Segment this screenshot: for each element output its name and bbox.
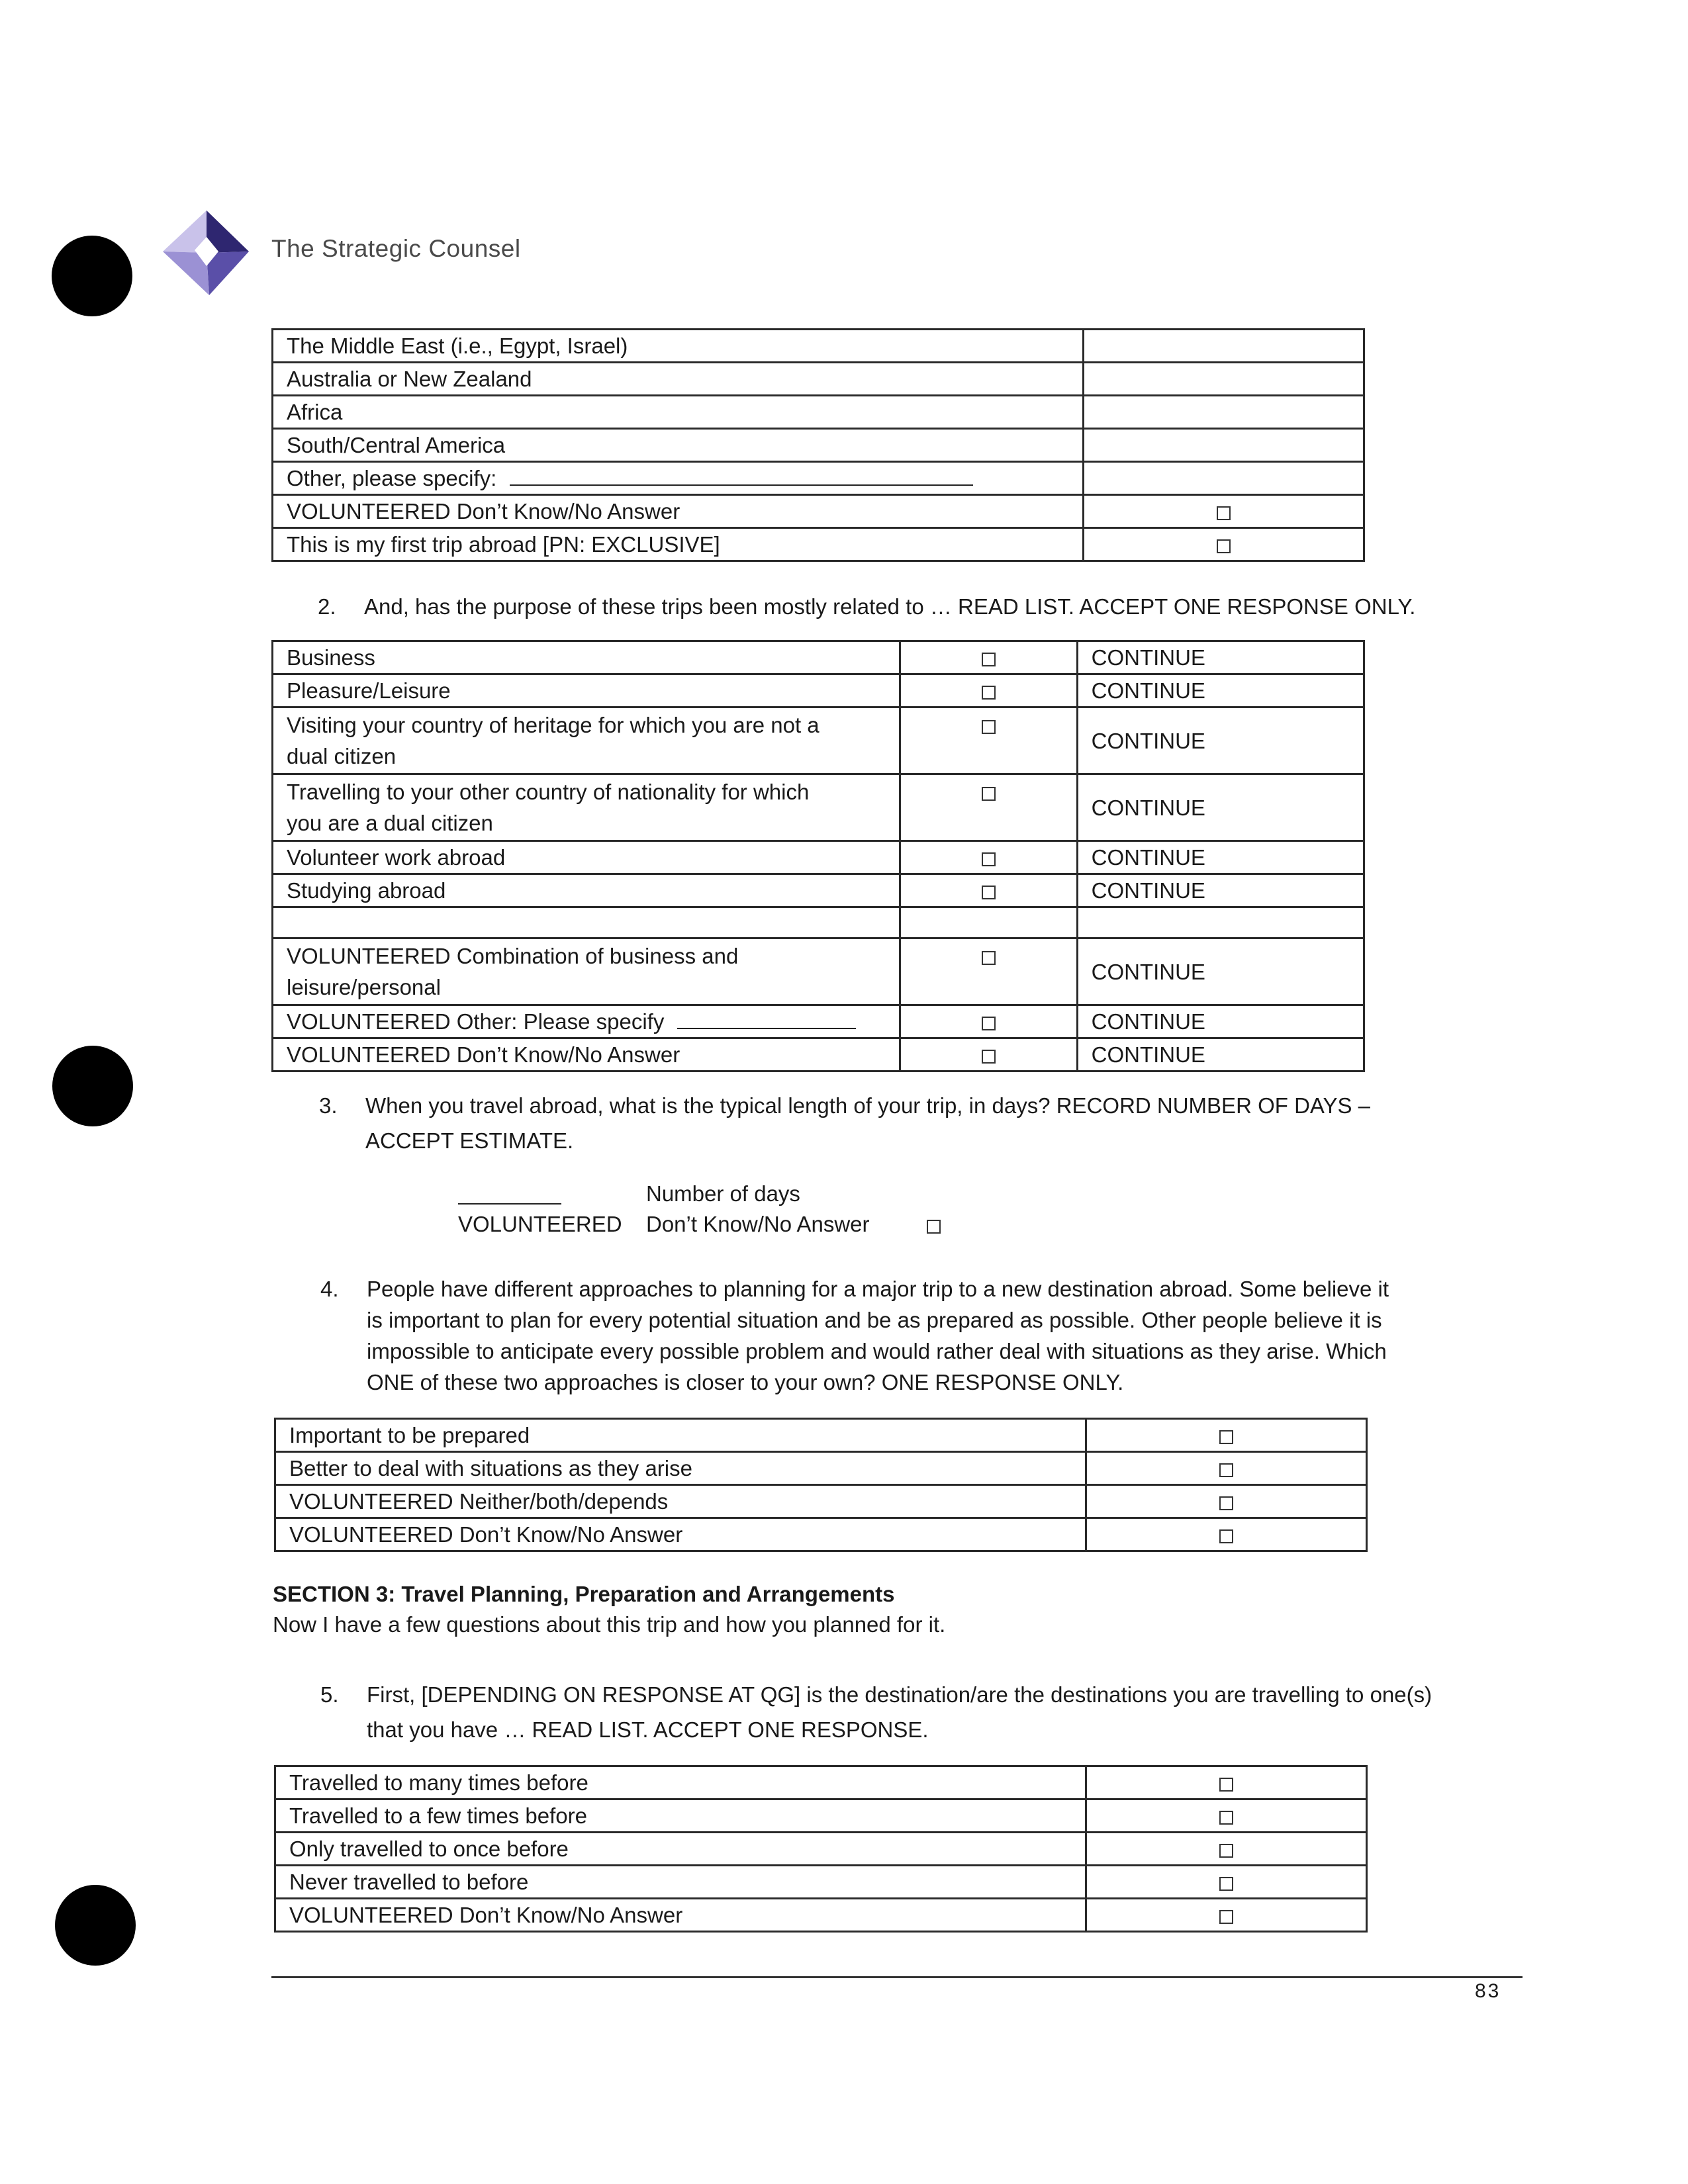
row-label-line: dual citizen	[287, 744, 397, 768]
strategic-counsel-logo	[163, 210, 249, 296]
regions-table	[271, 328, 1365, 562]
table-row	[275, 1485, 1367, 1518]
checkbox-cell	[900, 674, 1077, 707]
checkbox[interactable]	[1219, 1811, 1233, 1825]
section-intro: Now I have a few questions about this trip and how you planned for it.	[273, 1612, 946, 1637]
checkbox[interactable]	[982, 951, 996, 965]
checkbox-cell	[900, 707, 1077, 774]
row-action: CONTINUE	[1077, 774, 1364, 841]
checkbox[interactable]	[982, 686, 996, 700]
volunteered-label: VOLUNTEERED	[458, 1212, 622, 1236]
row-label: Never travelled to before	[275, 1866, 1086, 1899]
row-empty-cell	[1084, 429, 1364, 462]
familiarity-table	[274, 1765, 1368, 1933]
table-row	[273, 841, 1364, 874]
checkbox-cell	[1084, 528, 1364, 561]
checkbox-cell	[1086, 1419, 1366, 1452]
checkbox-cell	[1086, 1518, 1366, 1551]
row-label: Travelled to a few times before	[275, 1799, 1086, 1833]
table-row	[273, 528, 1364, 561]
row-label: Only travelled to once before	[275, 1833, 1086, 1866]
question-text-line: ONE of these two approaches is closer to your own? ONE RESPONSE ONLY.	[367, 1370, 1124, 1394]
table-row	[273, 774, 1364, 841]
checkbox-cell	[1086, 1766, 1366, 1799]
row-empty-cell	[1084, 396, 1364, 429]
row-label-line: Visiting your country of heritage for which you are not a	[287, 713, 820, 737]
question-number: 3.	[319, 1093, 338, 1118]
checkbox[interactable]	[982, 886, 996, 899]
table-row	[275, 1766, 1367, 1799]
checkbox[interactable]	[1217, 539, 1231, 553]
row-label: Africa	[273, 396, 1084, 429]
checkbox-cell	[1084, 495, 1364, 528]
row-action: CONTINUE	[1077, 841, 1364, 874]
checkbox-cell	[1086, 1866, 1366, 1899]
checkbox[interactable]	[982, 653, 996, 666]
question-number: 5.	[320, 1682, 339, 1707]
row-label-line: Travelling to your other country of nationality for which	[287, 780, 810, 804]
question-4	[320, 1273, 1525, 1406]
checkbox[interactable]	[982, 852, 996, 866]
row-action: CONTINUE	[1077, 1005, 1364, 1038]
checkbox-cell	[900, 1005, 1077, 1038]
row-label: This is my first trip abroad [PN: EXCLUSIVE]	[273, 528, 1084, 561]
question-5	[320, 1679, 1525, 1745]
row-label: Travelled to many times before	[275, 1766, 1086, 1799]
checkbox[interactable]	[1219, 1844, 1233, 1858]
table-row	[273, 429, 1364, 462]
table-row	[275, 1833, 1367, 1866]
checkbox-cell	[1086, 1799, 1366, 1833]
checkbox-cell	[900, 938, 1077, 1005]
table-row	[273, 707, 1364, 774]
row-label: South/Central America	[273, 429, 1084, 462]
question-text-line: When you travel abroad, what is the typical length of your trip, in days? RECORD NUMBER OF DAYS –	[365, 1093, 1370, 1118]
row-label: VOLUNTEERED Don’t Know/No Answer	[273, 1038, 900, 1071]
row-label: VOLUNTEERED Other: Please specify	[287, 1009, 665, 1034]
row-label-two-line	[273, 774, 900, 841]
row-action: CONTINUE	[1077, 707, 1364, 774]
checkbox[interactable]	[1219, 1430, 1233, 1444]
checkbox-cell	[1086, 1833, 1366, 1866]
checkbox[interactable]	[982, 1017, 996, 1030]
table-row	[273, 330, 1364, 363]
checkbox-cell	[900, 1038, 1077, 1071]
question-text	[367, 1679, 1432, 1745]
checkbox[interactable]	[1219, 1496, 1233, 1510]
row-label: VOLUNTEERED Don’t Know/No Answer	[275, 1899, 1086, 1932]
checkbox[interactable]	[1219, 1877, 1233, 1891]
row-label: Better to deal with situations as they arise	[275, 1452, 1086, 1485]
question-text: And, has the purpose of these trips been mostly related to … READ LIST. ACCEPT ONE RESPONSE ONLY.	[364, 594, 1416, 619]
question-text-line: impossible to anticipate every possible problem and would rather deal with situations as they arise. Which	[367, 1339, 1387, 1363]
row-label: Studying abroad	[273, 874, 900, 907]
approach-table	[274, 1418, 1368, 1552]
checkbox-cell	[1086, 1899, 1366, 1932]
row-label: Business	[273, 641, 900, 674]
row-label-two-line	[273, 938, 900, 1005]
row-label-line: VOLUNTEERED Combination of business and	[287, 944, 739, 968]
table-row	[273, 674, 1364, 707]
table-row-empty	[273, 907, 1364, 938]
question-text-line: First, [DEPENDING ON RESPONSE AT QG] is the destination/are the destinations you are travelling to one(s)	[367, 1682, 1432, 1707]
punch-hole-middle	[52, 1046, 133, 1126]
row-action: CONTINUE	[1077, 938, 1364, 1005]
question-text-line: ACCEPT ESTIMATE.	[365, 1128, 574, 1153]
table-row	[275, 1419, 1367, 1452]
checkbox-cell	[1086, 1485, 1366, 1518]
question-number: 2.	[318, 594, 336, 619]
checkbox[interactable]	[1219, 1529, 1233, 1543]
row-label-with-blank	[273, 462, 1084, 495]
checkbox[interactable]	[1219, 1463, 1233, 1477]
section-title: SECTION 3: Travel Planning, Preparation and Arrangements	[273, 1582, 895, 1606]
specify-blank-line[interactable]	[510, 466, 973, 486]
table-row	[275, 1866, 1367, 1899]
row-action: CONTINUE	[1077, 674, 1364, 707]
question-text-line: is important to plan for every potential situation and be as prepared as possible. Other people believe it is	[367, 1308, 1382, 1332]
table-row	[273, 462, 1364, 495]
checkbox-cell	[900, 841, 1077, 874]
table-row	[273, 874, 1364, 907]
table-row	[273, 363, 1364, 396]
checkbox-cell	[900, 874, 1077, 907]
question-text	[367, 1273, 1389, 1398]
page-number: 83	[1475, 1980, 1501, 2002]
table-row	[273, 1005, 1364, 1038]
row-empty-cell	[1084, 363, 1364, 396]
row-label: Australia or New Zealand	[273, 363, 1084, 396]
row-empty-cell	[1077, 907, 1364, 938]
punch-hole-bottom	[55, 1885, 136, 1966]
days-answer-line[interactable]	[458, 1185, 561, 1205]
row-empty-cell	[1084, 462, 1364, 495]
table-row	[275, 1518, 1367, 1551]
row-label: Other, please specify:	[287, 466, 497, 490]
question-2	[318, 591, 1509, 624]
row-empty-cell	[1084, 330, 1364, 363]
row-label: VOLUNTEERED Don’t Know/No Answer	[275, 1518, 1086, 1551]
question-text-line: that you have … READ LIST. ACCEPT ONE RESPONSE.	[367, 1717, 929, 1742]
footer-rule	[271, 1976, 1523, 1978]
row-empty-cell	[273, 907, 900, 938]
row-label: Important to be prepared	[275, 1419, 1086, 1452]
row-label: VOLUNTEERED Don’t Know/No Answer	[273, 495, 1084, 528]
table-row	[273, 641, 1364, 674]
table-row	[275, 1799, 1367, 1833]
row-label-line: you are a dual citizen	[287, 811, 493, 835]
table-row	[273, 1038, 1364, 1071]
row-label-line: leisure/personal	[287, 975, 441, 999]
punch-hole-top	[52, 236, 132, 316]
table-row	[273, 396, 1364, 429]
checkbox[interactable]	[982, 1050, 996, 1064]
days-label: Number of days	[646, 1181, 800, 1206]
table-row	[273, 495, 1364, 528]
row-label: Volunteer work abroad	[273, 841, 900, 874]
dont-know-label: Don’t Know/No Answer	[646, 1212, 870, 1236]
row-action: CONTINUE	[1077, 874, 1364, 907]
table-row	[273, 938, 1364, 1005]
checkbox-cell	[900, 641, 1077, 674]
table-row	[275, 1452, 1367, 1485]
row-label: Pleasure/Leisure	[273, 674, 900, 707]
specify-blank-line[interactable]	[677, 1009, 856, 1029]
row-action: CONTINUE	[1077, 641, 1364, 674]
table-row	[275, 1899, 1367, 1932]
row-label-two-line	[273, 707, 900, 774]
checkbox[interactable]	[927, 1220, 941, 1234]
row-empty-cell	[900, 907, 1077, 938]
question-number: 4.	[320, 1277, 339, 1301]
checkbox[interactable]	[982, 720, 996, 734]
checkbox[interactable]	[1219, 1778, 1233, 1792]
row-label: The Middle East (i.e., Egypt, Israel)	[273, 330, 1084, 363]
checkbox[interactable]	[982, 787, 996, 801]
checkbox-cell	[900, 774, 1077, 841]
checkbox-cell	[1086, 1452, 1366, 1485]
row-label-with-blank	[273, 1005, 900, 1038]
question-text	[365, 1090, 1370, 1156]
checkbox[interactable]	[1219, 1910, 1233, 1924]
row-label: VOLUNTEERED Neither/both/depends	[275, 1485, 1086, 1518]
question-3	[319, 1090, 1511, 1156]
purpose-table	[271, 640, 1365, 1072]
row-action: CONTINUE	[1077, 1038, 1364, 1071]
question-text-line: People have different approaches to planning for a major trip to a new destination abroad. Some believe it	[367, 1277, 1389, 1301]
brand-name: The Strategic Counsel	[271, 235, 521, 262]
checkbox[interactable]	[1217, 506, 1231, 520]
